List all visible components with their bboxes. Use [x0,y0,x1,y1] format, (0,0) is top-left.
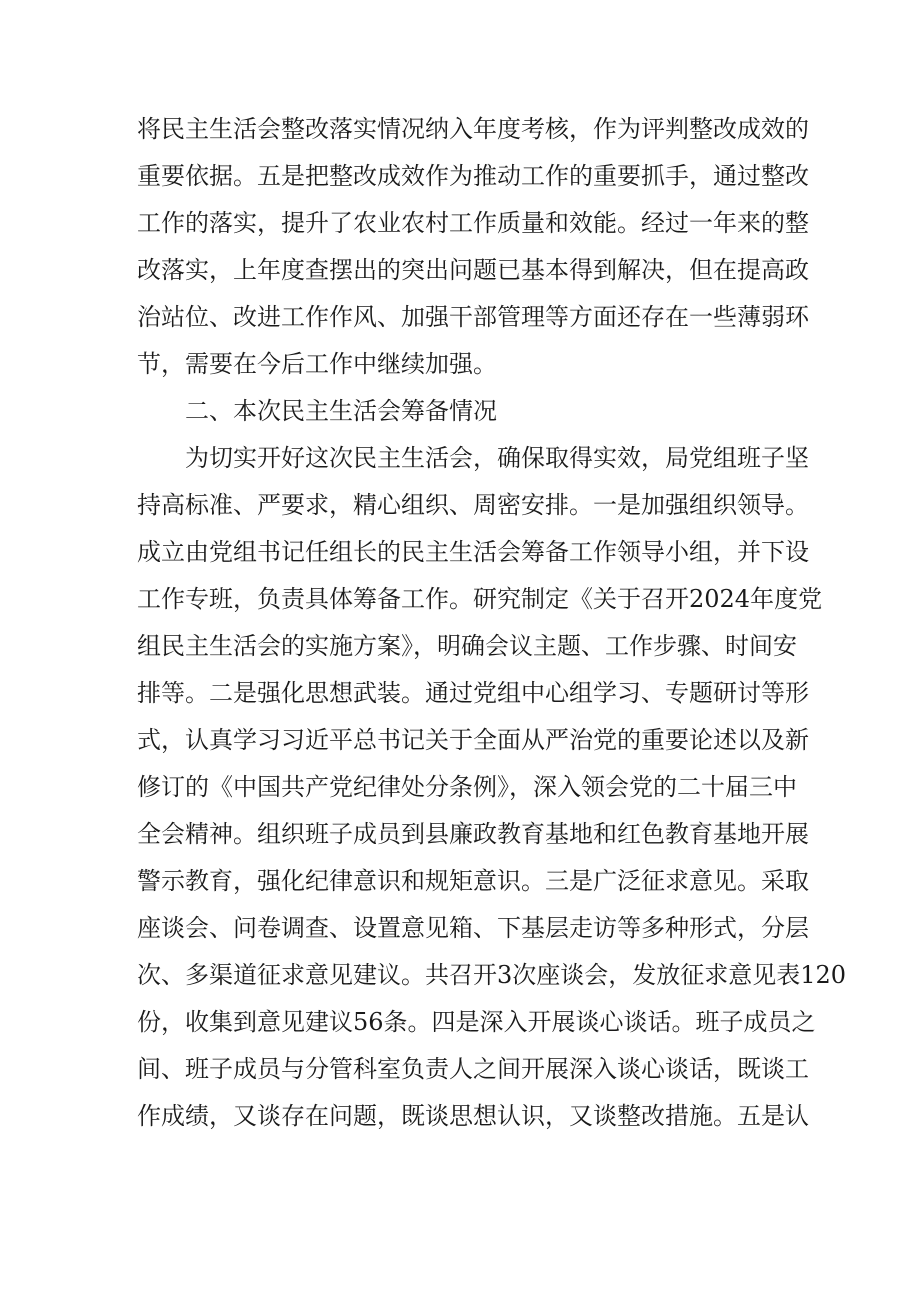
paragraph-line: 工作的落实，提升了农业农村工作质量和效能。经过一年来的整 [137,209,809,237]
paragraph-line: 改落实，上年度查摆出的突出问题已基本得到解决，但在提高政 [137,256,809,284]
paragraph-line: 工作专班，负责具体筹备工作。研究制定《关于召开2024年度党 [137,585,823,613]
paragraph-line: 份，收集到意见建议56条。四是深入开展谈心谈话。班子成员之 [137,1008,816,1036]
paragraph-line: 持高标准、严要求，精心组织、周密安排。一是加强组织领导。 [137,491,809,519]
paragraph-line: 次、多渠道征求意见建议。共召开3次座谈会，发放征求意见表120 [137,961,847,989]
paragraph-line: 成立由党组书记任组长的民主生活会筹备工作领导小组，并下设 [137,538,809,566]
paragraph-line: 排等。二是强化思想武装。通过党组中心组学习、专题研讨等形 [137,679,809,707]
paragraph-line: 为切实开好这次民主生活会，确保取得实效，局党组班子坚 [185,444,809,472]
section-heading: 二、本次民主生活会筹备情况 [185,397,497,425]
paragraph-line: 节，需要在今后工作中继续加强。 [137,350,497,378]
paragraph-line: 式，认真学习习近平总书记关于全面从严治党的重要论述以及新 [137,726,809,754]
paragraph-line: 将民主生活会整改落实情况纳入年度考核，作为评判整改成效的 [137,115,809,143]
paragraph-line: 全会精神。组织班子成员到县廉政教育基地和红色教育基地开展 [137,820,809,848]
paragraph-line: 警示教育，强化纪律意识和规矩意识。三是广泛征求意见。采取 [137,867,809,895]
paragraph-line: 重要依据。五是把整改成效作为推动工作的重要抓手，通过整改 [137,162,809,190]
paragraph-line: 治站位、改进工作作风、加强干部管理等方面还存在一些薄弱环 [137,303,809,331]
paragraph-line: 座谈会、问卷调查、设置意见箱、下基层走访等多种形式，分层 [137,914,809,942]
paragraph-line: 组民主生活会的实施方案》，明确会议主题、工作步骤、时间安 [137,632,797,660]
paragraph-line: 修订的《中国共产党纪律处分条例》，深入领会党的二十届三中 [137,773,797,801]
paragraph-line: 作成绩，又谈存在问题，既谈思想认识，又谈整改措施。五是认 [137,1102,809,1130]
paragraph-line: 间、班子成员与分管科室负责人之间开展深入谈心谈话，既谈工 [137,1055,809,1083]
